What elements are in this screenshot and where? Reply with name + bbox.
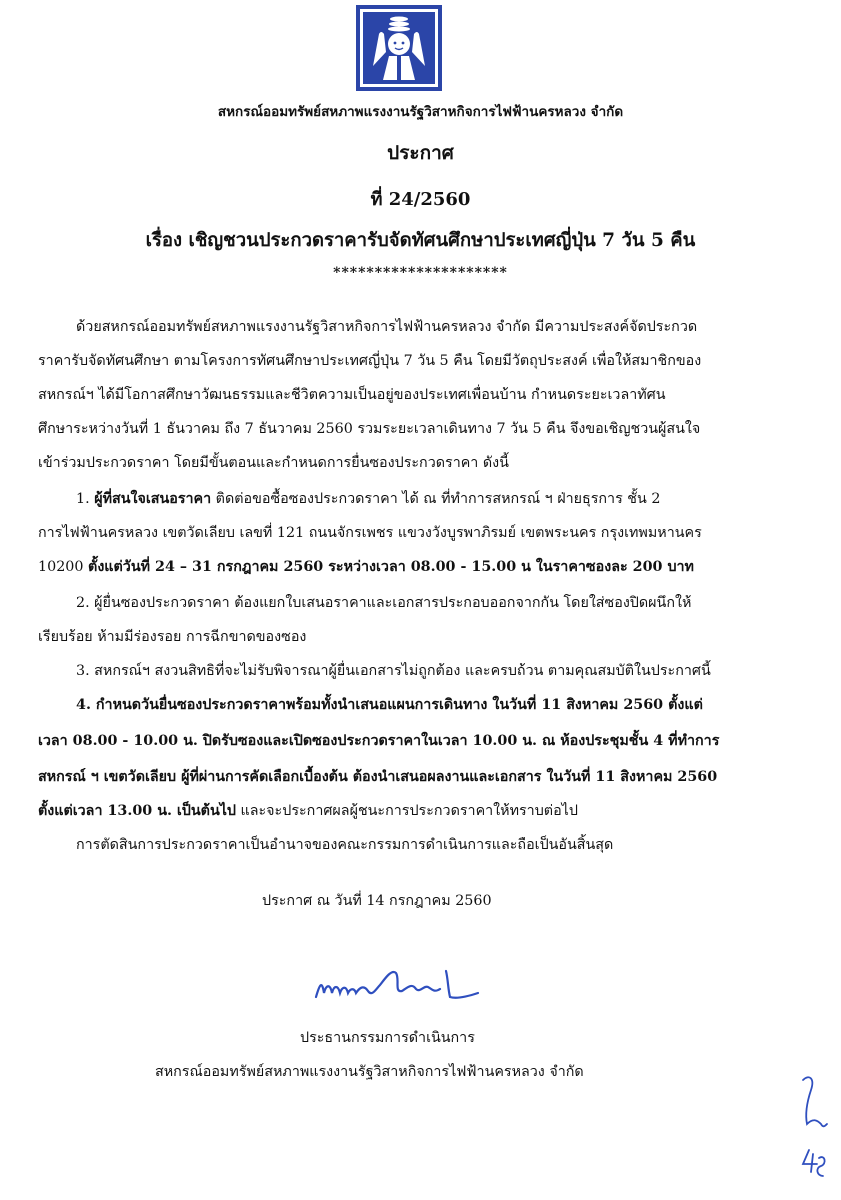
cooperative-logo-icon — [355, 4, 443, 92]
item-4-line-3: สหกรณ์ ฯ เขตวัดเลียบ ผู้ที่ผ่านการคัดเลือกเบื้องต้น ต้องนำเสนอผลงานและเอกสาร ในวันที่ 11 สิงหาคม 2560 — [38, 769, 718, 785]
decision-statement: การตัดสินการประกวดราคาเป็นอำนาจของคณะกรรมการดำเนินการและถือเป็นอันสิ้นสุด — [76, 837, 614, 853]
announcement-heading: ประกาศ — [387, 142, 454, 164]
item-3-line-1: 3. สหกรณ์ฯ สงวนสิทธิที่จะไม่รับพิจารณาผู้ยื่นเอกสารไม่ถูกต้อง และครบถ้วน ตามคุณสมบัติในประกาศนี้ — [76, 663, 711, 679]
intro-line-4: ศึกษาระหว่างวันที่ 1 ธันวาคม ถึง 7 ธันวาคม 2560 รวมระยะเวลาเดินทาง 7 วัน 5 คืน จึงขอเชิญชวนผู้สนใจ — [38, 421, 701, 437]
announcement-date: ประกาศ ณ วันที่ 14 กรกฎาคม 2560 — [262, 893, 492, 909]
signatory-organization: สหกรณ์ออมทรัพย์สหภาพแรงงานรัฐวิสาหกิจการไฟฟ้านครหลวง จำกัด — [155, 1064, 584, 1080]
item-1-line-2: การไฟฟ้านครหลวง เขตวัดเลียบ เลขที่ 121 ถนนจักรเพชร แขวงวังบูรพาภิรมย์ เขตพระนคร กรุงเทพมหานคร — [38, 525, 702, 541]
item-1-line-1 — [76, 488, 660, 510]
announcement-number: ที่ 24/2560 — [370, 189, 471, 210]
intro-line-2: ราคารับจัดทัศนศึกษา ตามโครงการทัศนศึกษาประเทศญี่ปุ่น 7 วัน 5 คืน โดยมีวัตถุประสงค์ เพื่อให้สมาชิกของ — [38, 353, 702, 369]
item-1-number: 1. — [76, 491, 95, 507]
signatory-title: ประธานกรรมการดำเนินการ — [300, 1030, 475, 1046]
item-2-line-2: เรียบร้อย ห้ามมีร่องรอย การฉีกขาดของซอง — [38, 629, 307, 645]
item-1-bold-lead: ผู้ที่สนใจเสนอราคา — [94, 491, 212, 507]
organization-name: สหกรณ์ออมทรัพย์สหภาพแรงงานรัฐวิสาหกิจการไฟฟ้านครหลวง จำกัด — [217, 104, 624, 120]
item-4-line-4 — [38, 800, 578, 822]
margin-initials-icon — [795, 1072, 830, 1182]
signature-icon — [310, 963, 490, 1005]
separator: ********************* — [333, 265, 508, 281]
item-1-line-3 — [38, 556, 694, 578]
intro-line-1: ด้วยสหกรณ์ออมทรัพย์สหภาพแรงงานรัฐวิสาหกิจการไฟฟ้านครหลวง จำกัด มีความประสงค์จัดประกวด — [76, 319, 698, 335]
item-4-line-1: 4. กำหนดวันยื่นซองประกวดราคาพร้อมทั้งนำเสนอแผนการเดินทาง ในวันที่ 11 สิงหาคม 2560 ตั้งแต่ — [76, 697, 703, 713]
item-1-line-3-bold: ตั้งแต่วันที่ 24 – 31 กรกฎาคม 2560 ระหว่างเวลา 08.00 - 15.00 น ในราคาซองละ 200 บาท — [88, 559, 694, 575]
announcement-subject: เรื่อง เชิญชวนประกวดราคารับจัดทัศนศึกษาประเทศญี่ปุ่น 7 วัน 5 คืน — [145, 230, 696, 251]
item-1-line-3-pre: 10200 — [38, 559, 89, 575]
intro-line-5: เข้าร่วมประกวดราคา โดยมีขั้นตอนและกำหนดการยื่นซองประกวดราคา ดังนี้ — [38, 455, 509, 471]
item-2-line-1: 2. ผู้ยื่นซองประกวดราคา ต้องแยกใบเสนอราคาและเอกสารประกอบออกจากกัน โดยใส่ซองปิดผนึกให้ — [76, 595, 692, 611]
item-1-line-1-rest: ติดต่อขอซื้อซองประกวดราคา ได้ ณ ที่ทำการสหกรณ์ ฯ ฝ่ายธุรการ ชั้น 2 — [211, 491, 661, 507]
item-4-line-2: เวลา 08.00 - 10.00 น. ปิดรับซองและเปิดซองประกวดราคาในเวลา 10.00 น. ณ ห้องประชุมชั้น 4 ที่ทำการ — [38, 733, 720, 749]
item-4-line-4-rest: และจะประกาศผลผู้ชนะการประกวดราคาให้ทราบต่อไป — [235, 803, 578, 819]
item-4-line-4-bold: ตั้งแต่เวลา 13.00 น. เป็นต้นไป — [38, 803, 236, 819]
intro-line-3: สหกรณ์ฯ ได้มีโอกาสศึกษาวัฒนธรรมและชีวิตความเป็นอยู่ของประเทศเพื่อนบ้าน กำหนดระยะเวลาทัศน — [38, 387, 666, 403]
